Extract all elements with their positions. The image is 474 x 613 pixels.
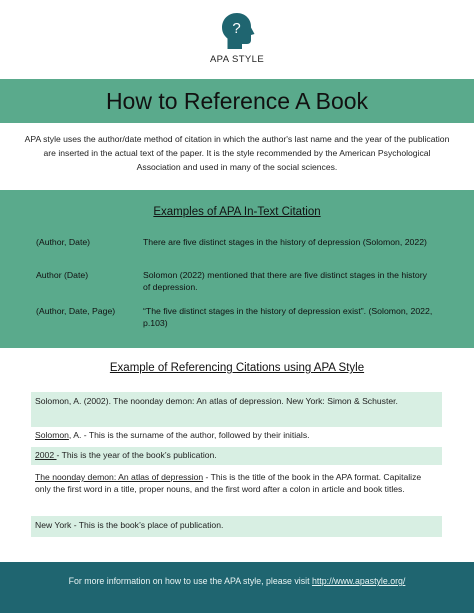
apa-website-link[interactable]: http://www.apastyle.org/ [311, 576, 406, 586]
example-text: Solomon (2022) mentioned that there are five distinct stages in the history of depression. [143, 270, 427, 292]
full-citation: Solomon, A. (2002). The noonday demon: An atlas of depression. New York: Simon & Schuster. [35, 396, 398, 406]
year-term: 2002 [35, 450, 57, 460]
explanation-item-title [31, 469, 442, 509]
author-term: Solomon [35, 430, 69, 440]
in-text-citation-examples [0, 190, 474, 348]
head-question-icon [220, 12, 256, 50]
example-format: (Author, Date, Page) [36, 306, 116, 316]
footer-message: For more information on how to use the APA style, please visit [68, 576, 312, 586]
header [0, 0, 474, 79]
example-text: “The five distinct stages in the history of depression exist”. (Solomon, 2022, p.103) [143, 306, 433, 328]
place-explanation: - This is the book’s place of publication. [71, 520, 224, 530]
intro-paragraph: APA style uses the author/date method of citation in which the author's last name and the year of the publication are inserted in the actual text of the paper. It is the style recommended by the American Psychological Association and used in many of the social sciences. [24, 134, 450, 172]
footer [0, 562, 474, 613]
footer-text [0, 564, 474, 599]
references-heading: Example of Referencing Citations using APA Style [109, 362, 365, 374]
svg-text:?: ? [232, 20, 241, 37]
title-band [0, 79, 474, 123]
year-explanation: - This is the year of the book’s publication. [56, 450, 217, 460]
explanation-item-year [31, 447, 442, 465]
title-explanation: - This is the title of the book in the APA format. Capitalize only the first word in a title, proper nouns, and the first word after a colon in article and book titles. [35, 472, 422, 494]
place-term: New York [35, 520, 72, 530]
brand-name: APA STYLE [209, 54, 265, 65]
title-term: The noonday demon: An atlas of depression [35, 472, 204, 482]
example-format: (Author, Date) [36, 237, 91, 247]
author-explanation: , A. - This is the surname of the author, followed by their initials. [68, 430, 310, 440]
explanation-item-place [31, 516, 442, 537]
explanation-item-author [31, 428, 442, 444]
page-title: How to Reference A Book [105, 88, 369, 114]
citation-card [31, 392, 442, 427]
example-format: Author (Date) [36, 270, 89, 280]
example-text: There are five distinct stages in the history of depression (Solomon, 2022) [143, 237, 427, 247]
examples-heading: Examples of APA In-Text Citation [153, 206, 321, 218]
